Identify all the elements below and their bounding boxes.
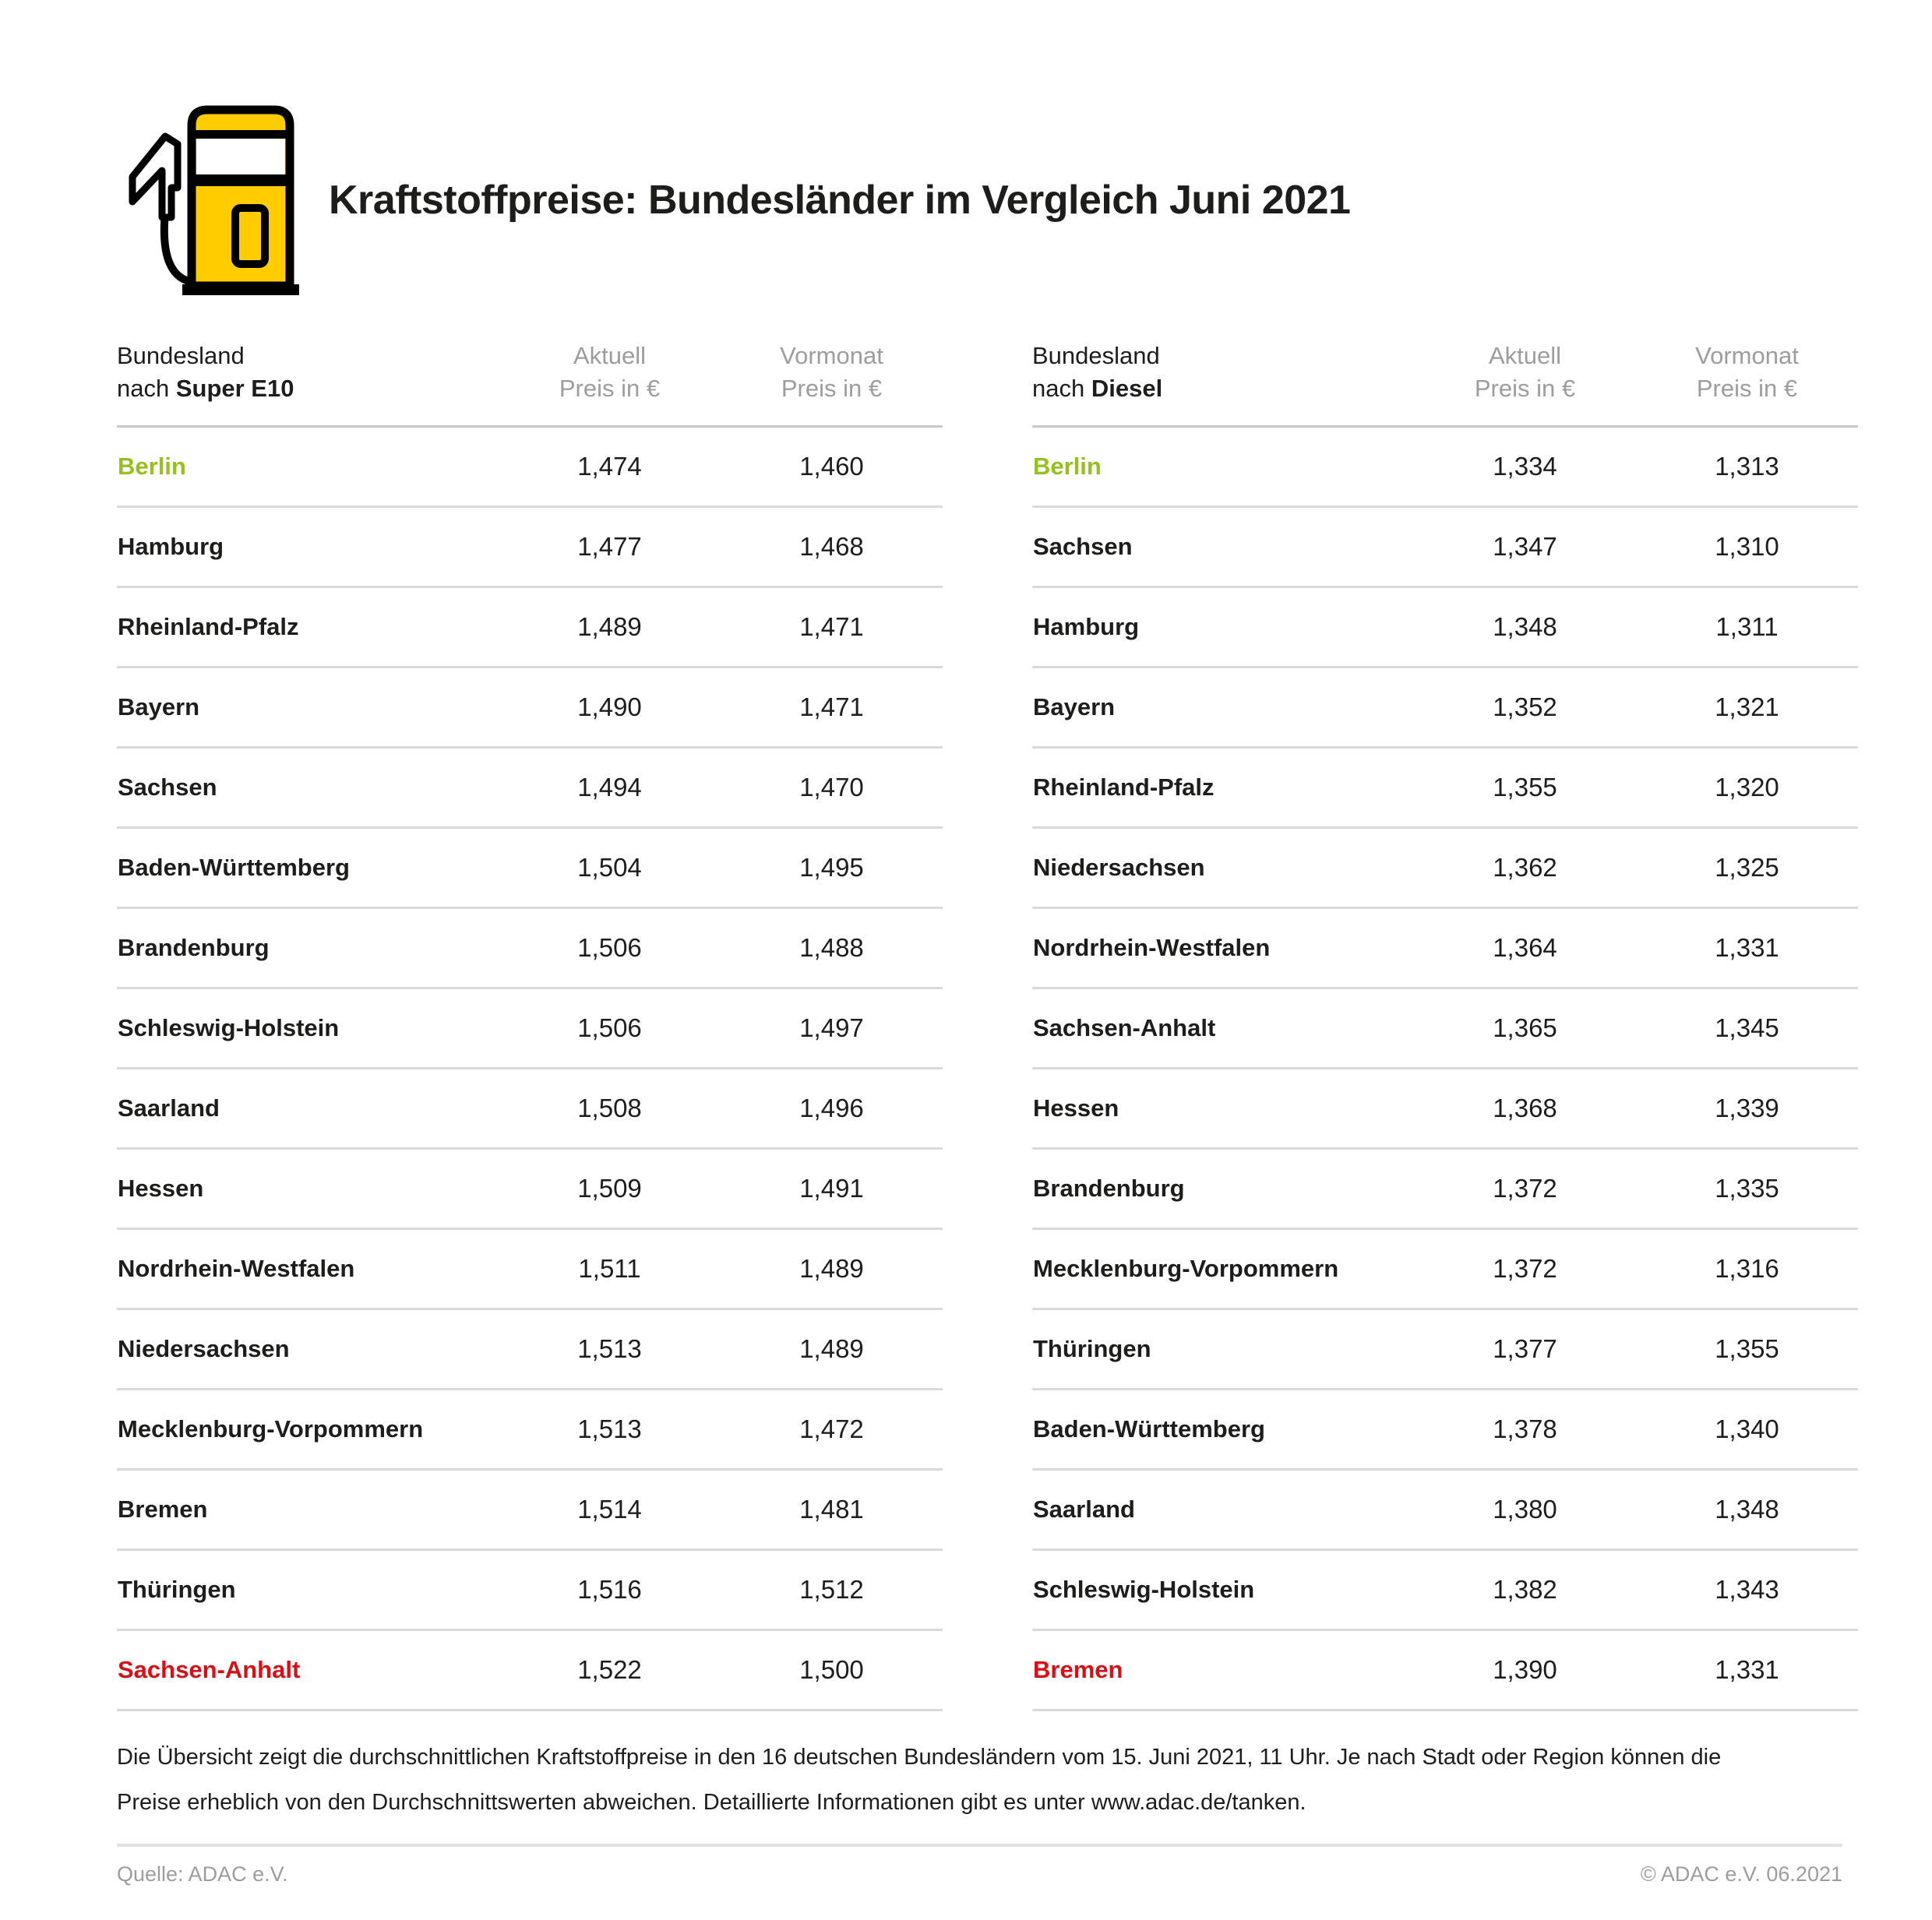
vormonat-price: 1,310: [1636, 507, 1858, 587]
table-row: [1032, 1550, 1858, 1630]
state-name: Nordrhein-Westfalen: [1032, 908, 1414, 988]
aktuell-price: 1,508: [499, 1069, 721, 1149]
footnote-line1: Die Übersicht zeigt die durchschnittlichen Kraftstoffpreise in den 16 deutschen Bundesländern vom 15. Juni 2021, 11 Uhr. Je nach Stadt oder Region können die: [117, 1745, 1722, 1770]
aktuell-price: 1,504: [499, 828, 721, 908]
state-name: Rheinland-Pfalz: [1032, 748, 1414, 828]
state-name: Niedersachsen: [1032, 828, 1414, 908]
vormonat-price: 1,489: [721, 1309, 943, 1390]
table-row: [117, 828, 943, 908]
masthead: [117, 0, 1842, 301]
state-name: Hamburg: [1032, 587, 1414, 668]
table-header-row: [1032, 340, 1858, 427]
table-row: [117, 908, 943, 988]
table-row: [117, 668, 943, 748]
column-header-aktuell: Aktuell Preis in €: [499, 340, 721, 427]
diesel-table: [1032, 340, 1858, 1711]
table-row: [1032, 828, 1858, 908]
aktuell-price: 1,509: [499, 1149, 721, 1229]
table-header-row: [117, 340, 943, 427]
table-row: [1032, 507, 1858, 587]
table-row: [117, 988, 943, 1069]
vormonat-price: 1,460: [721, 427, 943, 507]
aktuell-price: 1,477: [499, 507, 721, 587]
state-name: Schleswig-Holstein: [1032, 1550, 1414, 1630]
vormonat-price: 1,496: [721, 1069, 943, 1149]
vormonat-price: 1,340: [1636, 1390, 1858, 1470]
state-name: Bayern: [117, 668, 499, 748]
aktuell-price: 1,494: [499, 748, 721, 828]
state-name: Baden-Württemberg: [117, 828, 499, 908]
vormonat-price: 1,488: [721, 908, 943, 988]
state-name: Sachsen: [1032, 507, 1414, 587]
table-row: [1032, 1309, 1858, 1390]
state-name: Sachsen-Anhalt: [117, 1630, 499, 1710]
state-name: Rheinland-Pfalz: [117, 587, 499, 668]
header-line1: Bundesland: [1032, 342, 1160, 369]
copyright-label: © ADAC e.V. 06.2021: [1640, 1862, 1842, 1886]
vormonat-price: 1,316: [1636, 1229, 1858, 1309]
table-row: [1032, 908, 1858, 988]
source-label: Quelle: ADAC e.V.: [117, 1862, 288, 1886]
footer: [117, 1862, 1842, 1887]
aktuell-price: 1,348: [1414, 587, 1636, 668]
state-name: Hessen: [1032, 1069, 1414, 1149]
state-name: Brandenburg: [117, 908, 499, 988]
table-row: [1032, 1390, 1858, 1470]
aktuell-price: 1,489: [499, 587, 721, 668]
aktuell-price: 1,368: [1414, 1069, 1636, 1149]
table-row: [117, 1229, 943, 1309]
vormonat-price: 1,355: [1636, 1309, 1858, 1390]
state-name: Bremen: [1032, 1630, 1414, 1710]
aktuell-price: 1,372: [1414, 1229, 1636, 1309]
aktuell-price: 1,352: [1414, 668, 1636, 748]
table-row: [1032, 1470, 1858, 1550]
aktuell-price: 1,514: [499, 1470, 721, 1550]
table-row: [1032, 1229, 1858, 1309]
state-name: Hamburg: [117, 507, 499, 587]
state-name: Thüringen: [1032, 1309, 1414, 1390]
vormonat-price: 1,481: [721, 1470, 943, 1550]
state-name: Schleswig-Holstein: [117, 988, 499, 1069]
table-row: [1032, 427, 1858, 507]
table-row: [117, 1309, 943, 1390]
aktuell-price: 1,347: [1414, 507, 1636, 587]
header-prefix: nach: [117, 375, 176, 402]
table-row: [117, 1470, 943, 1550]
table-row: [117, 1390, 943, 1470]
column-header-vormonat: Vormonat Preis in €: [1636, 340, 1858, 427]
aktuell-price: 1,377: [1414, 1309, 1636, 1390]
state-name: Nordrhein-Westfalen: [117, 1229, 499, 1309]
aktuell-price: 1,355: [1414, 748, 1636, 828]
vormonat-price: 1,497: [721, 988, 943, 1069]
vormonat-price: 1,331: [1636, 908, 1858, 988]
aktuell-price: 1,513: [499, 1390, 721, 1470]
aktuell-price: 1,511: [499, 1229, 721, 1309]
table-row: [1032, 988, 1858, 1069]
aktuell-price: 1,364: [1414, 908, 1636, 988]
state-name: Berlin: [1032, 427, 1414, 507]
table-row: [117, 507, 943, 587]
state-name: Saarland: [1032, 1470, 1414, 1550]
aktuell-price: 1,380: [1414, 1470, 1636, 1550]
vormonat-price: 1,345: [1636, 988, 1858, 1069]
aktuell-price: 1,513: [499, 1309, 721, 1390]
vormonat-price: 1,335: [1636, 1149, 1858, 1229]
vormonat-price: 1,491: [721, 1149, 943, 1229]
vormonat-price: 1,468: [721, 507, 943, 587]
column-header-vormonat: Vormonat Preis in €: [721, 340, 943, 427]
table-row: [1032, 1069, 1858, 1149]
aktuell-price: 1,516: [499, 1550, 721, 1630]
vormonat-price: 1,311: [1636, 587, 1858, 668]
header-prefix: nach: [1032, 375, 1091, 402]
vormonat-price: 1,471: [721, 587, 943, 668]
aktuell-price: 1,474: [499, 427, 721, 507]
state-name: Niedersachsen: [117, 1309, 499, 1390]
table-row: [1032, 748, 1858, 828]
state-name: Bayern: [1032, 668, 1414, 748]
column-header-bundesland: [117, 340, 499, 427]
header-fuel-type: Super E10: [175, 375, 294, 402]
aktuell-price: 1,382: [1414, 1550, 1636, 1630]
state-name: Brandenburg: [1032, 1149, 1414, 1229]
table-row: [117, 1550, 943, 1630]
aktuell-price: 1,506: [499, 908, 721, 988]
aktuell-price: 1,378: [1414, 1390, 1636, 1470]
super-e10-table: [117, 340, 943, 1711]
state-name: Berlin: [117, 427, 499, 507]
aktuell-price: 1,490: [499, 668, 721, 748]
table-row: [1032, 1149, 1858, 1229]
table-row: [1032, 668, 1858, 748]
vormonat-price: 1,313: [1636, 427, 1858, 507]
fuel-pump-icon: [117, 102, 302, 298]
aktuell-price: 1,365: [1414, 988, 1636, 1069]
state-name: Baden-Württemberg: [1032, 1390, 1414, 1470]
price-tables: [117, 340, 1842, 1711]
vormonat-price: 1,470: [721, 748, 943, 828]
vormonat-price: 1,512: [721, 1550, 943, 1630]
column-header-bundesland: [1032, 340, 1414, 427]
table-row: [117, 427, 943, 507]
aktuell-price: 1,506: [499, 988, 721, 1069]
state-name: Saarland: [117, 1069, 499, 1149]
vormonat-price: 1,489: [721, 1229, 943, 1309]
state-name: Sachsen: [117, 748, 499, 828]
vormonat-price: 1,325: [1636, 828, 1858, 908]
aktuell-price: 1,334: [1414, 427, 1636, 507]
aktuell-price: 1,362: [1414, 828, 1636, 908]
table-row: [117, 1149, 943, 1229]
vormonat-price: 1,331: [1636, 1630, 1858, 1710]
footer-divider: [117, 1844, 1842, 1847]
state-name: Hessen: [117, 1149, 499, 1229]
state-name: Mecklenburg-Vorpommern: [1032, 1229, 1414, 1309]
footnote: [117, 1735, 1842, 1825]
vormonat-price: 1,320: [1636, 748, 1858, 828]
table-row: [117, 1630, 943, 1710]
aktuell-price: 1,522: [499, 1630, 721, 1710]
aktuell-price: 1,372: [1414, 1149, 1636, 1229]
state-name: Mecklenburg-Vorpommern: [117, 1390, 499, 1470]
footnote-line2: Preise erheblich von den Durchschnittswerten abweichen. Detaillierte Informationen gibt es unter www.adac.de/tanken.: [117, 1790, 1306, 1815]
vormonat-price: 1,495: [721, 828, 943, 908]
vormonat-price: 1,321: [1636, 668, 1858, 748]
page-title: Kraftstoffpreise: Bundesländer im Vergleich Juni 2021: [329, 178, 1351, 223]
table-row: [1032, 1630, 1858, 1710]
state-name: Bremen: [117, 1470, 499, 1550]
table-row: [117, 748, 943, 828]
vormonat-price: 1,472: [721, 1390, 943, 1470]
column-header-aktuell: Aktuell Preis in €: [1414, 340, 1636, 427]
vormonat-price: 1,471: [721, 668, 943, 748]
state-name: Sachsen-Anhalt: [1032, 988, 1414, 1069]
header-fuel-type: Diesel: [1091, 375, 1163, 402]
vormonat-price: 1,339: [1636, 1069, 1858, 1149]
vormonat-price: 1,500: [721, 1630, 943, 1710]
state-name: Thüringen: [117, 1550, 499, 1630]
header-line1: Bundesland: [117, 342, 245, 369]
table-row: [1032, 587, 1858, 668]
aktuell-price: 1,390: [1414, 1630, 1636, 1710]
table-row: [117, 1069, 943, 1149]
vormonat-price: 1,348: [1636, 1470, 1858, 1550]
table-row: [117, 587, 943, 668]
vormonat-price: 1,343: [1636, 1550, 1858, 1630]
